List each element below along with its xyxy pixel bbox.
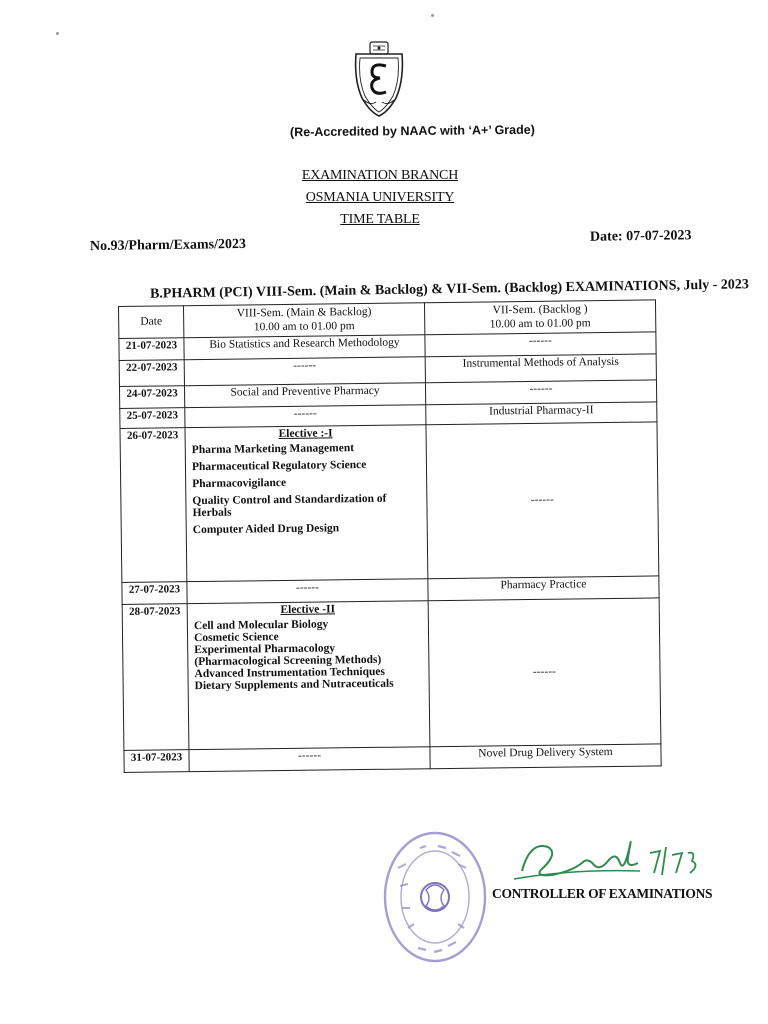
elective-option: Cell and Molecular Biology <box>193 618 329 632</box>
timetable-table <box>118 299 662 772</box>
elective-option: Dietary Supplements and Nutraceuticals <box>194 677 394 692</box>
row-date: 25-07-2023 <box>120 407 185 428</box>
header-vii-sem-time: 10.00 am to 01.00 pm <box>489 317 591 331</box>
row-date: 21-07-2023 <box>119 337 184 360</box>
elective-option: Computer Aided Drug Design <box>192 522 340 536</box>
elective-option: Quality Control and Standardization of Herbals <box>192 492 387 519</box>
office-stamp <box>380 828 490 966</box>
table-row <box>122 598 661 751</box>
row-date: 31-07-2023 <box>124 749 189 772</box>
row-date: 28-07-2023 <box>122 603 189 750</box>
row-vii-subject: Pharmacy Practice <box>428 576 659 601</box>
elective-option: Pharmacovigilance <box>192 476 287 490</box>
elective-title: Elective :-I <box>278 427 333 440</box>
row-vii-subject: ------ <box>425 332 656 357</box>
elective-option: Experimental Pharmacology <box>194 642 336 656</box>
row-vii-subject: Novel Drug Delivery System <box>430 744 661 769</box>
exam-title: B.PHARM (PCI) VIII-Sem. (Main & Backlog) & VII-Sem. (Backlog) EXAMINATIONS, July - 2023 <box>149 277 749 302</box>
elective-option: Advanced Instrumentation Techniques <box>194 665 385 680</box>
header-viii-sem-label: VIII-Sem. (Main & Backlog) <box>236 305 372 320</box>
row-viii-subject: ------ <box>185 404 426 427</box>
document-date: Date: 07-07-2023 <box>589 228 692 245</box>
row-vii-subject: ------ <box>426 422 659 579</box>
row-viii-subject: ------ <box>184 357 425 386</box>
elective-option: Pharma Marketing Management <box>191 441 355 456</box>
header-date: Date <box>119 306 184 339</box>
table-row <box>120 422 659 583</box>
accreditation-text: (Re-Accredited by NAAC with ‘A+’ Grade) <box>289 122 535 140</box>
row-viii-subject: ------ <box>189 746 430 771</box>
row-vii-subject: ------ <box>425 380 656 405</box>
header-time-table: TIME TABLE <box>340 212 420 227</box>
row-viii-elective <box>185 424 428 581</box>
row-date: 26-07-2023 <box>120 427 187 582</box>
header-viii-sem <box>184 303 425 338</box>
header-vii-sem-label: VII-Sem. (Backlog ) <box>492 303 588 317</box>
header-examination-branch: EXAMINATION BRANCH <box>301 168 459 183</box>
header-viii-sem-time: 10.00 am to 01.00 pm <box>253 320 355 334</box>
signatory-title: CONTROLLER OF EXAMINATIONS <box>492 886 713 901</box>
row-date: 27-07-2023 <box>122 581 187 604</box>
reference-number: No.93/Pharm/Exams/2023 <box>89 236 247 255</box>
row-viii-elective <box>187 600 430 749</box>
header-university-name: OSMANIA UNIVERSITY <box>305 190 455 205</box>
row-vii-subject: Instrumental Methods of Analysis <box>425 354 656 383</box>
header-vii-sem <box>424 300 655 335</box>
timetable <box>118 299 662 772</box>
row-date: 22-07-2023 <box>119 359 184 386</box>
elective-option: Pharmaceutical Regulatory Science <box>191 458 367 473</box>
row-viii-subject: Bio Statistics and Research Methodology <box>184 335 425 360</box>
controller-signature <box>512 823 702 893</box>
row-viii-subject: ------ <box>187 578 428 603</box>
row-vii-subject: Industrial Pharmacy-II <box>426 402 657 425</box>
row-viii-subject: Social and Preventive Pharmacy <box>184 382 425 407</box>
scan-speck <box>431 14 434 17</box>
university-logo <box>348 40 410 118</box>
scan-speck <box>56 32 59 35</box>
row-vii-subject: ------ <box>428 598 661 747</box>
elective-option: (Pharmacological Screening Methods) <box>194 653 382 668</box>
row-date: 24-07-2023 <box>119 385 184 408</box>
elective-title: Elective -II <box>280 603 336 616</box>
elective-option: Cosmetic Science <box>193 630 279 644</box>
